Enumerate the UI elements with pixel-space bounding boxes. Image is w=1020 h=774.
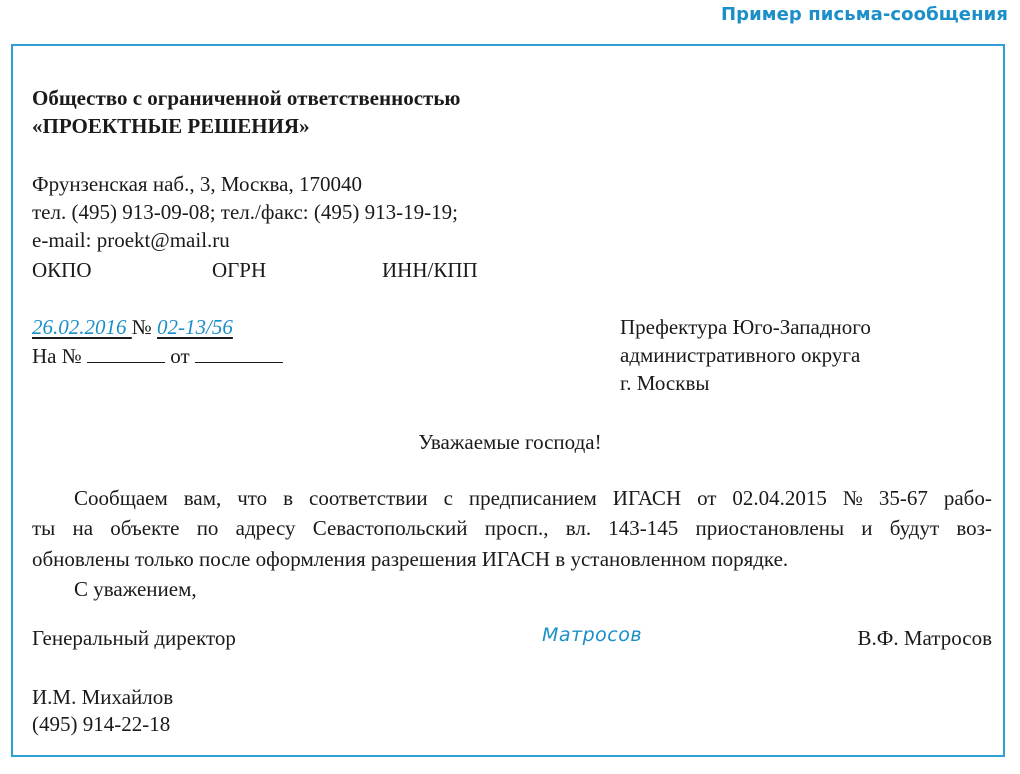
recipient-line-1: Префектура Юго-Западного: [620, 315, 871, 339]
number-sign: №: [131, 315, 152, 339]
recipient-line-2: административного округа: [620, 343, 861, 367]
sender-phones: тел. (495) 913-09-08; тел./факс: (495) 913-19-19;: [32, 200, 458, 224]
body-word: адресу: [235, 516, 296, 540]
body-word: 143-145: [608, 516, 679, 540]
sender-email: e-mail: proekt@mail.ru: [32, 228, 230, 252]
body-word: №: [842, 486, 863, 510]
body-word: предписанием: [468, 486, 597, 510]
body-word: ИГАСН: [612, 486, 682, 510]
salutation: Уважаемые господа!: [418, 430, 602, 454]
body-line-2: [32, 513, 992, 543]
body-word: Сообщаем: [74, 486, 168, 510]
letter-date: 26.02.2016: [32, 315, 132, 339]
body-word: 35-67: [878, 486, 928, 510]
body-word: от: [697, 486, 717, 510]
closing: С уважением,: [74, 577, 197, 601]
reply-date-label: от: [170, 344, 190, 368]
sender-org-title: «ПРОЕКТНЫЕ РЕШЕНИЯ»: [32, 114, 310, 138]
body-line-3: обновлены только после оформления разрешения ИГАСН в установленном порядке.: [32, 547, 789, 571]
handwritten-signature: Матросов: [542, 624, 643, 646]
letter-number: 02-13/56: [157, 315, 233, 339]
body-word: объекте: [110, 516, 180, 540]
sender-address: Фрунзенская наб., 3, Москва, 170040: [32, 172, 362, 196]
reply-date-blank: [195, 344, 283, 363]
body-word: что: [237, 486, 268, 510]
body-word: приостановлены: [695, 516, 845, 540]
body-word: просп.,: [484, 516, 549, 540]
reply-number-blank: [87, 344, 165, 363]
signatory-position: Генеральный директор: [32, 626, 236, 650]
body-word: 02.04.2015: [732, 486, 827, 510]
sender-org-name: Общество с ограниченной ответственностью: [32, 86, 461, 110]
registration-line: [32, 313, 233, 341]
recipient-line-3: г. Москвы: [620, 371, 710, 395]
body-word: на: [72, 516, 94, 540]
document-caption: Пример письма-сообщения: [720, 4, 1008, 25]
body-word: и: [861, 516, 873, 540]
body-word: соответствии: [309, 486, 428, 510]
body-word: в: [283, 486, 294, 510]
executor-phone: (495) 914-22-18: [32, 712, 171, 736]
body-word: по: [196, 516, 219, 540]
inn-kpp-label: ИНН/КПП: [382, 258, 478, 282]
body-word: воз-: [956, 516, 992, 540]
ogrn-label: ОГРН: [212, 258, 267, 282]
body-word: вам,: [183, 486, 222, 510]
body-word: вл.: [565, 516, 592, 540]
reply-to-number-label: На №: [32, 344, 82, 368]
body-word: с: [443, 486, 453, 510]
reply-reference-line: [32, 342, 283, 370]
signatory-name: В.Ф. Матросов: [857, 626, 992, 650]
executor-name: И.М. Михайлов: [32, 685, 174, 709]
body-word: ты: [32, 516, 56, 540]
body-word: рабо-: [943, 486, 992, 510]
okpo-label: ОКПО: [32, 258, 92, 282]
body-line-1: [74, 483, 992, 513]
body-word: Севастопольский: [312, 516, 468, 540]
body-word: будут: [889, 516, 940, 540]
